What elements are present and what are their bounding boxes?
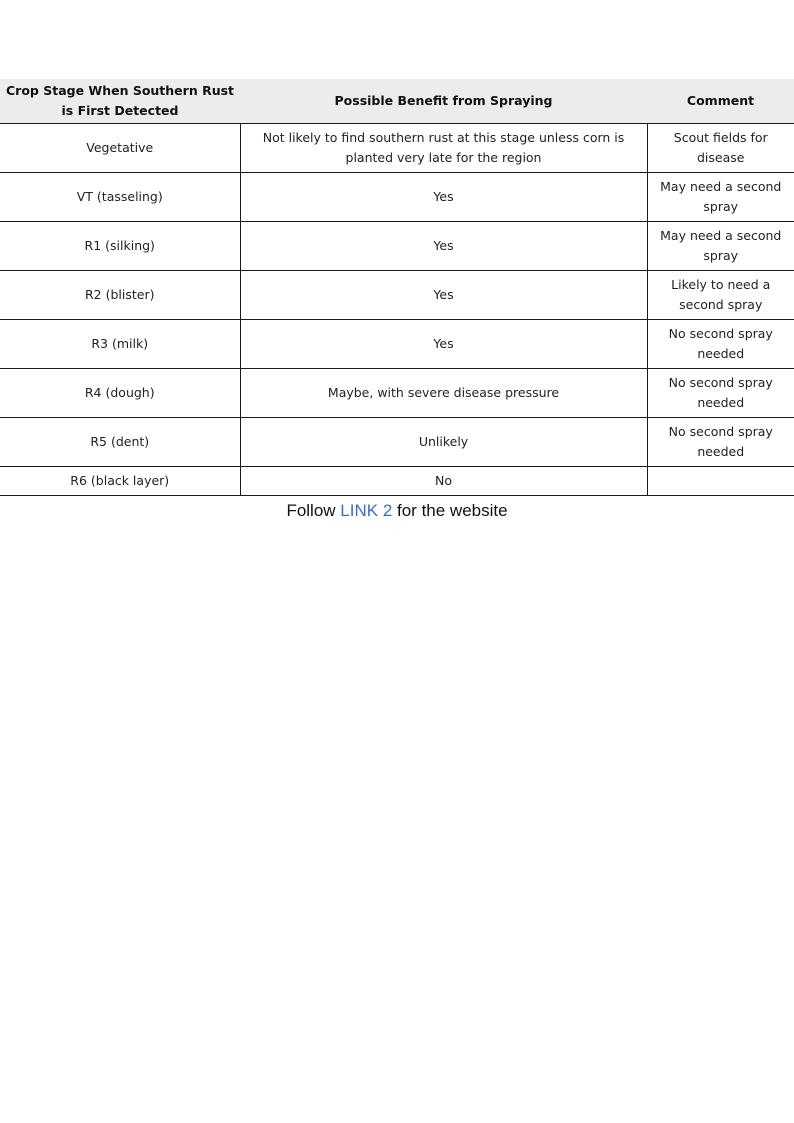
stage-cell: VT (tasseling) xyxy=(0,173,240,222)
website-link[interactable]: LINK 2 xyxy=(340,501,393,520)
stage-cell: R3 (milk) xyxy=(0,320,240,369)
benefit-cell: Not likely to find southern rust at this stage unless corn is planted very late for the region xyxy=(240,124,647,173)
comment-cell: Scout fields for disease xyxy=(647,124,794,173)
link-prefix-text: Follow xyxy=(286,501,341,520)
comment-cell: No second spray needed xyxy=(647,320,794,369)
table-row xyxy=(0,320,794,369)
comment-cell: May need a second spray xyxy=(647,173,794,222)
header-comment: Comment xyxy=(647,79,794,124)
stage-cell: R5 (dent) xyxy=(0,418,240,467)
link-suffix-text: for the website xyxy=(392,501,508,520)
comment-cell: No second spray needed xyxy=(647,369,794,418)
table-row xyxy=(0,271,794,320)
benefit-cell: Yes xyxy=(240,271,647,320)
stage-cell: R2 (blister) xyxy=(0,271,240,320)
benefit-cell: Yes xyxy=(240,173,647,222)
benefit-cell: No xyxy=(240,467,647,496)
comment-cell xyxy=(647,467,794,496)
stage-cell: R1 (silking) xyxy=(0,222,240,271)
benefit-cell: Unlikely xyxy=(240,418,647,467)
table-row xyxy=(0,467,794,496)
table-row xyxy=(0,222,794,271)
table-row xyxy=(0,369,794,418)
spray-timing-table xyxy=(0,79,794,496)
benefit-cell: Yes xyxy=(240,222,647,271)
header-crop-stage: Crop Stage When Southern Rust is First Detected xyxy=(0,79,240,124)
benefit-cell: Maybe, with severe disease pressure xyxy=(240,369,647,418)
table-row xyxy=(0,173,794,222)
benefit-cell: Yes xyxy=(240,320,647,369)
comment-cell: Likely to need a second spray xyxy=(647,271,794,320)
table-row xyxy=(0,418,794,467)
stage-cell: R4 (dough) xyxy=(0,369,240,418)
table-header-row xyxy=(0,79,794,124)
website-link-line xyxy=(0,499,794,523)
header-possible-benefit: Possible Benefit from Spraying xyxy=(240,79,647,124)
stage-cell: Vegetative xyxy=(0,124,240,173)
comment-cell: No second spray needed xyxy=(647,418,794,467)
spray-timing-table-container xyxy=(0,79,794,496)
table-row xyxy=(0,124,794,173)
comment-cell: May need a second spray xyxy=(647,222,794,271)
stage-cell: R6 (black layer) xyxy=(0,467,240,496)
